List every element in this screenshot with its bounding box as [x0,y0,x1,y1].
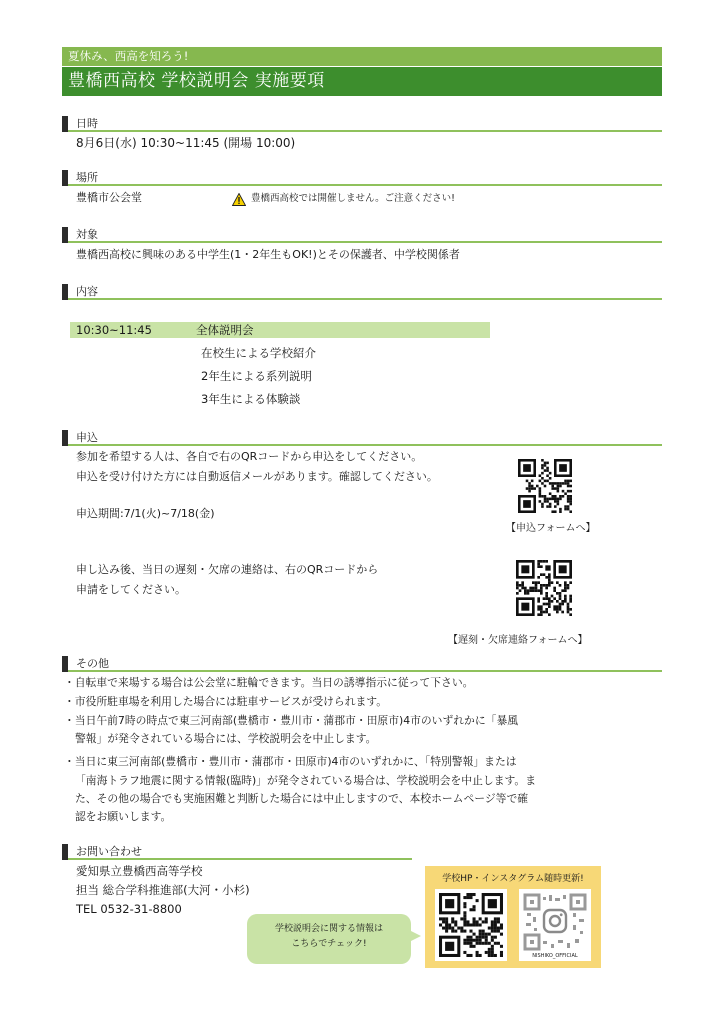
section-marker [62,116,68,132]
late-form-caption[interactable]: 【遅刻・欠席連絡フォームへ】 [448,635,588,646]
late-line-2: 申請をしてください。 [76,583,186,596]
contact-person: 担当 総合学科推進部(大河・小杉) [76,883,250,897]
section-label: お問い合わせ [76,845,142,858]
other-bullet: ・自転車で来場する場合は公会堂に駐輪できます。当日の誘導指示に従って下さい。 [64,676,474,689]
other-bullet: ・当日午前7時の時点で東三河南部(豊橋市・豊川市・蒲郡市・田原市)4市のいずれかに「暴風 [64,714,519,727]
apply-form-qr-code[interactable] [518,459,572,513]
section-marker [62,430,68,446]
bubble-line-1: 学校説明会に関する情報は [274,924,383,934]
other-bullet-cont: 認をお願いします。 [75,810,172,823]
contact-school: 愛知県立豊橋西高等学校 [76,864,203,878]
info-speech-bubble [247,914,411,964]
section-label: その他 [76,657,109,670]
section-header-apply [62,430,662,446]
section-header-target [62,227,662,243]
apply-form-caption[interactable]: 【申込フォームへ】 [506,523,596,534]
section-header-contact [62,844,412,860]
promo-title: 学校HP・インスタグラム随時更新! [442,874,584,884]
section-marker [62,284,68,300]
content-item: 2年生による系列説明 [201,369,312,383]
content-item: 3年生による体験談 [201,392,301,406]
date-value: 8月6日(水) 10:30~11:45 (開場 10:00) [76,136,296,150]
other-bullet: ・市役所駐車場を利用した場合には駐車サービスが受けられます。 [64,695,388,708]
section-label: 対象 [76,228,98,241]
section-header-other [62,656,662,672]
section-label: 場所 [76,171,98,184]
section-marker [62,227,68,243]
other-bullet: ・当日に東三河南部(豊橋市・豊川市・蒲郡市・田原市)4市のいずれかに、「特別警報」または [64,755,517,768]
section-label: 申込 [76,431,98,444]
promo-box [425,866,601,968]
content-main-item: 全体説明会 [196,323,254,337]
instagram-icon [544,910,566,932]
section-header-place [62,170,662,186]
place-value: 豊橋市公会堂 [76,191,142,204]
other-bullet-cont: 「南海トラフ地震に関する情報(臨時)」が発令されている場合は、学校説明会を中止します。ま [75,774,537,787]
other-bullet-cont: 警報」が発令されている場合には、学校説明会を中止します。 [75,732,377,745]
bubble-line-2: こちらでチェック! [291,939,367,949]
instagram-qr-code[interactable] [519,889,591,961]
apply-line-1: 参加を希望する人は、各自で右のQRコードから申込をしてください。 [76,450,423,463]
page-title: 豊橋西高校 学校説明会 実施要項 [62,67,662,96]
late-line-1: 申し込み後、当日の遅刻・欠席の連絡は、右のQRコードから [76,563,379,576]
content-item: 在校生による学校紹介 [201,346,316,360]
content-time: 10:30~11:45 [76,323,152,337]
section-label: 内容 [76,285,98,298]
contact-tel[interactable]: TEL 0532-31-8800 [76,902,182,916]
section-marker [62,844,68,860]
instagram-qr-graphic [523,893,587,951]
target-value: 豊橋西高校に興味のある中学生(1・2年生もOK!)とその保護者、中学校関係者 [76,248,460,261]
banner-subtitle: 夏休み、西高を知ろう! [62,47,662,66]
apply-period: 申込期間:7/1(火)~7/18(金) [76,507,215,520]
other-bullet-cont: た、その他の場合でも実施困難と判断した場合には中止しますので、本校ホームページ等で確 [75,792,529,805]
school-website-qr-code[interactable] [435,889,507,961]
section-header-date [62,116,662,132]
apply-line-2: 申込を受け付けた方には自動返信メールがあります。確認してください。 [76,470,438,483]
section-label: 日時 [76,117,98,130]
section-marker [62,656,68,672]
place-warning: 豊橋西高校では開催しません。ご注意ください! [251,193,455,204]
late-form-qr-code[interactable] [516,560,570,614]
bubble-tail [405,928,421,944]
section-header-content [62,284,662,300]
warning-icon [232,191,246,204]
instagram-handle: NISHIKO_OFFICIAL [532,953,578,959]
section-marker [62,170,68,186]
